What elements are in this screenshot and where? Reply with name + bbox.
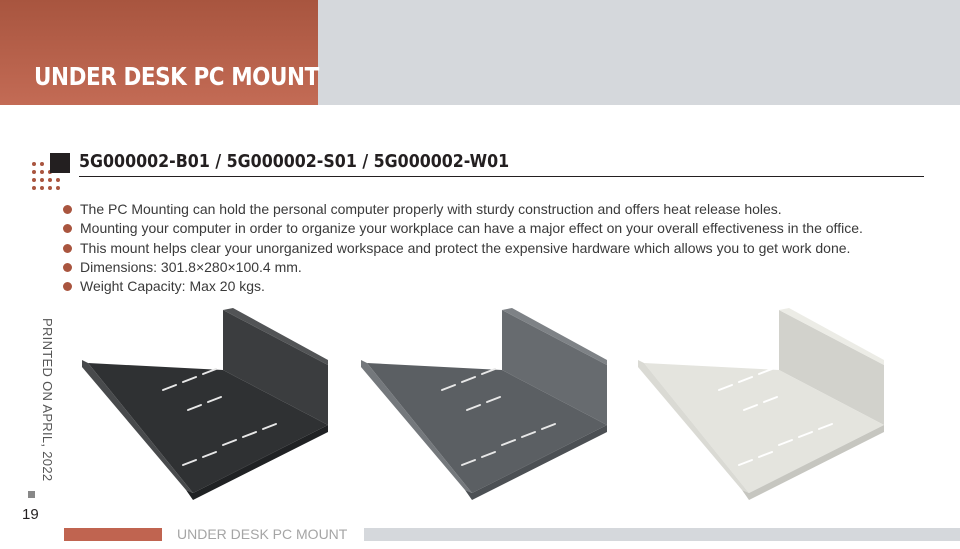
footer-label: UNDER DESK PC MOUNT [177, 526, 348, 542]
list-item-text: Dimensions: 301.8×280×100.4 mm. [80, 258, 302, 275]
silver-pc-mount-image [357, 305, 617, 500]
page-title: UNDER DESK PC MOUNT [34, 62, 319, 91]
list-item [63, 239, 863, 258]
list-item-text: This mount helps clear your unorganized workspace and protect the expensive hardware which allows you to get work done. [80, 239, 851, 256]
bullet-icon [63, 282, 72, 291]
bullet-icon [63, 244, 72, 253]
footer-accent-bar [64, 528, 162, 541]
list-item [63, 200, 863, 219]
bullet-icon [63, 224, 72, 233]
feature-list [63, 200, 863, 296]
list-item-text: Weight Capacity: Max 20 kgs. [80, 278, 265, 295]
list-item-text: The PC Mounting can hold the personal computer properly with sturdy construction and offers heat release holes. [80, 201, 782, 217]
footer-grey-bar [364, 528, 960, 541]
list-item [63, 258, 863, 277]
white-pc-mount-image [634, 305, 894, 500]
model-codes-heading: 5G000002-B01 / 5G000002-S01 / 5G000002-W01 [79, 151, 510, 172]
header-banner-grey [318, 0, 960, 105]
printed-date-label: PRINTED ON APRIL, 2022 [40, 318, 55, 482]
list-item [63, 219, 863, 238]
list-item [63, 277, 863, 296]
heading-divider [79, 176, 924, 177]
side-marker-square [28, 491, 35, 498]
black-pc-mount-image [78, 305, 338, 500]
bullet-icon [63, 263, 72, 272]
list-item-text: Mounting your computer in order to organize your workplace can have a major effect on your overall effectiveness in the office. [80, 220, 863, 237]
section-marker-square [50, 153, 70, 173]
page-number: 19 [22, 506, 39, 523]
bullet-icon [63, 205, 72, 214]
